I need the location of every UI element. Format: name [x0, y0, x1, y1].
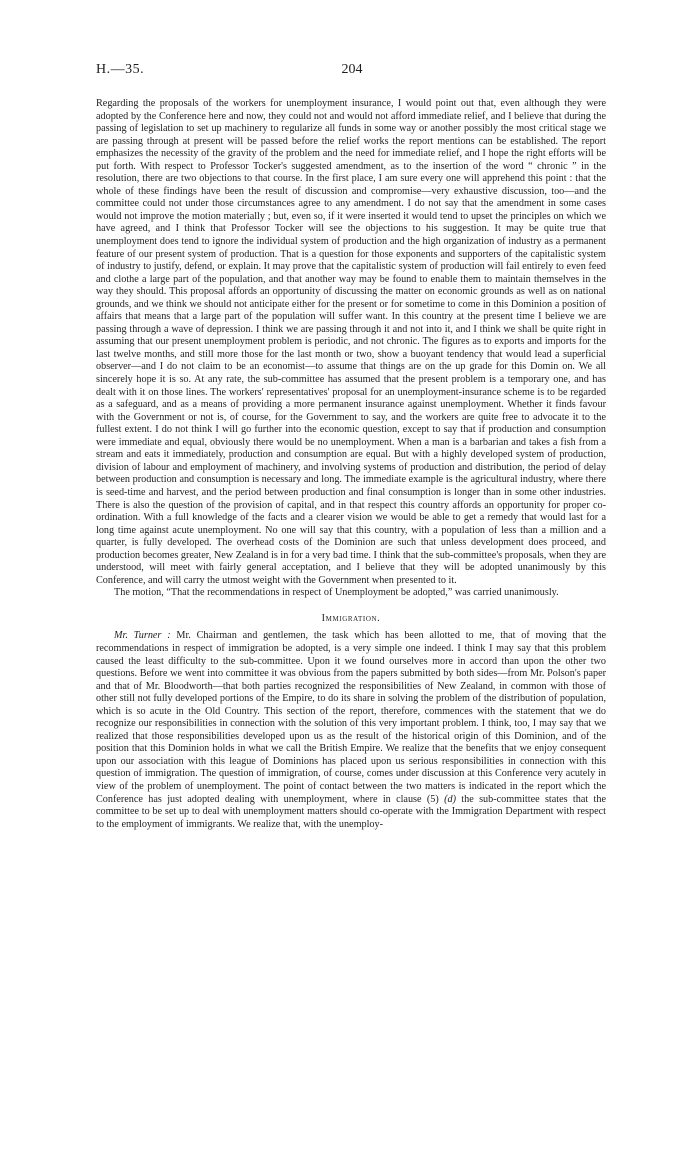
- page-number: 204: [341, 62, 363, 77]
- page-header: [96, 62, 608, 82]
- paragraph-immigration-speech: [96, 630, 606, 831]
- speech-text-part-1: Mr. Chairman and gentlemen, the task which has been allotted to me, that of moving that the recommendations in respect of immigration be adopted, is a very simple one indeed. I think I may say that this problem caused the least difficulty to the sub-committee. Upon it we found ourselves more in accord than upon the other two questions. Before we went into committee it was obvious from the papers submitted by both sides—from Mr. Polson's paper and that of Mr. Bloodworth—that both parties recognized the responsibilities of New Zealand, in common with those of other still not fully developed portions of the Empire, to do its share in solving the problem of the distribution of population, which is so acute in the Old Country. This section of the report, therefore, commences with the statement that we do recognize our responsibilities in connection with the solution of this very important problem. I think, too, I may say that we realized that those responsibilities developed upon us as the result of the historical origin of this Dominion, and of the position that this Dominion holds in what we call the British Empire. We realize that the benefits that we enjoy consequent upon our association with this league of Dominions has placed upon us serious responsibilities in connection with this question of immigration. The question of immigration, of course, comes under discussion at this Conference very acutely in view of the problem of unemployment. The point of contact between the two matters is indicated in the report which the Conference has just adopted dealing with unemployment, where in clause (5): [96, 630, 606, 805]
- speaker-name: Mr. Turner :: [114, 630, 171, 642]
- clause-reference: (d): [444, 793, 456, 805]
- document-reference: H.—35.: [96, 62, 145, 77]
- speech-text-part-2: the sub-committee states that the committee to be set up to deal with unemployment matters should co-operate with the Immigration Department with respect to the employment of immigrants. We realize that, with the unemploy-: [96, 793, 606, 830]
- paragraph-unemployment-speech: Regarding the proposals of the workers for unemployment insurance, I would point out that, even although they were adopted by the Conference here and now, they could not and would not afford immediate relief, and I believe that during the passing of legislation to set up machinery to regularize all funds in some way or another possibly the most critical stage we are passing through at present will be passed before the relief works the report mentions can be established. The report emphasizes the necessity of the gravity of the problem and the need for immediate relief, and I hope the right efforts will be put forth. With respect to Professor Tocker's suggested amendment, as to the insertion of the word “ chronic ” in the resolution, there are two objections to that course. In the first place, I am sure every one will apprehend this point : that the whole of these findings have been the result of discussion and compromise—very exhaustive discussion, too—and the committee could not under those circumstances agree to any amendment. I do not say that the amendment in some cases would not improve the motion materially ; but, even so, if it were inserted it would tend to upset the principles on which we have agreed, and I think that Professor Tocker will see the objections to his suggestion. It may be quite true that unemployment does tend to ignore the individual system of production and the high organization of industry as a permanent feature of our present system of production. That is a question for those exponents and supporters of the capitalistic system of industry to justify, defend, or explain. It may prove that the capitalistic system of production will fail entirely to even feed and clothe a large part of the population, and that another way may be found to enable them to maintain themselves in the way they should. This proposal affords an opportunity of discussing the matter on economic grounds as well as on national grounds, and we think we should not anticipate either for the present or for sometime to come in this Dominion a position of affairs that means that a large part of the population will suffer want. In this country at the present time I believe we are passing through a wave of depression. I think we are passing through it and not into it, and I think we shall be quite right in assuming that our present unemployment problem is periodic, and not chronic. The figures as to exports and imports for the last twelve months, and still more those for the last month or two, show a buoyant tendency that would lead a superficial observer—and I do not claim to be an economist—to assume that things are on the up grade for this Domin on. We all sincerely hope it is so. At any rate, the sub-committee has assumed that the present problem is a temporary one, and has dealt with it on those lines. The workers' representatives' proposal for an unemployment-insurance scheme is to be regarded as a safeguard, and as a means of providing a more permanent insurance against unemployment. Whether it finds favour with the Government or not is, of course, for the Government to say, and the workers are quite free to advocate it to the fullest extent. I do not think I will go further into the economic question, except to say that if production and consumption were immediate and equal, obviously there would be no unemployment. When a man is a barbarian and takes a fish from a stream and eats it immediately, production and consumption are equal. But with a highly developed system of production, division of labour and employment of machinery, and involving systems of production and distribution, the period of delay between production and consumption is necessary and long. The immediate example is the agricultural industry, where there is seed-time and harvest, and the period between production and final consumption is longer than in some other industries. There is also the question of the provision of capital, and in that respect this country affords an opportunity for proper co-ordination. With a full knowledge of the facts and a clearer vision we would be able to get a remedy that would last for a long time against acute unemployment. No one will say that this country, with a population of less than a million and a quarter, is fully developed. The overhead costs of the Dominion are such that unless development does proceed, and production becomes greater, New Zealand is in for a very bad time. I think that the sub-committee's proposals, when they are understood, will meet with fairly general acceptation, and I believe that they will be adopted unanimously by this Conference, and will carry the utmost weight with the Government when presented to it.: [96, 98, 606, 586]
- document-body: [96, 98, 606, 831]
- paragraph-motion-carried: The motion, “That the recommendations in respect of Unemployment be adopted,” was carried unanimously.: [114, 587, 559, 599]
- section-heading-immigration: [96, 613, 606, 626]
- section-heading-text: Immigration.: [321, 612, 381, 624]
